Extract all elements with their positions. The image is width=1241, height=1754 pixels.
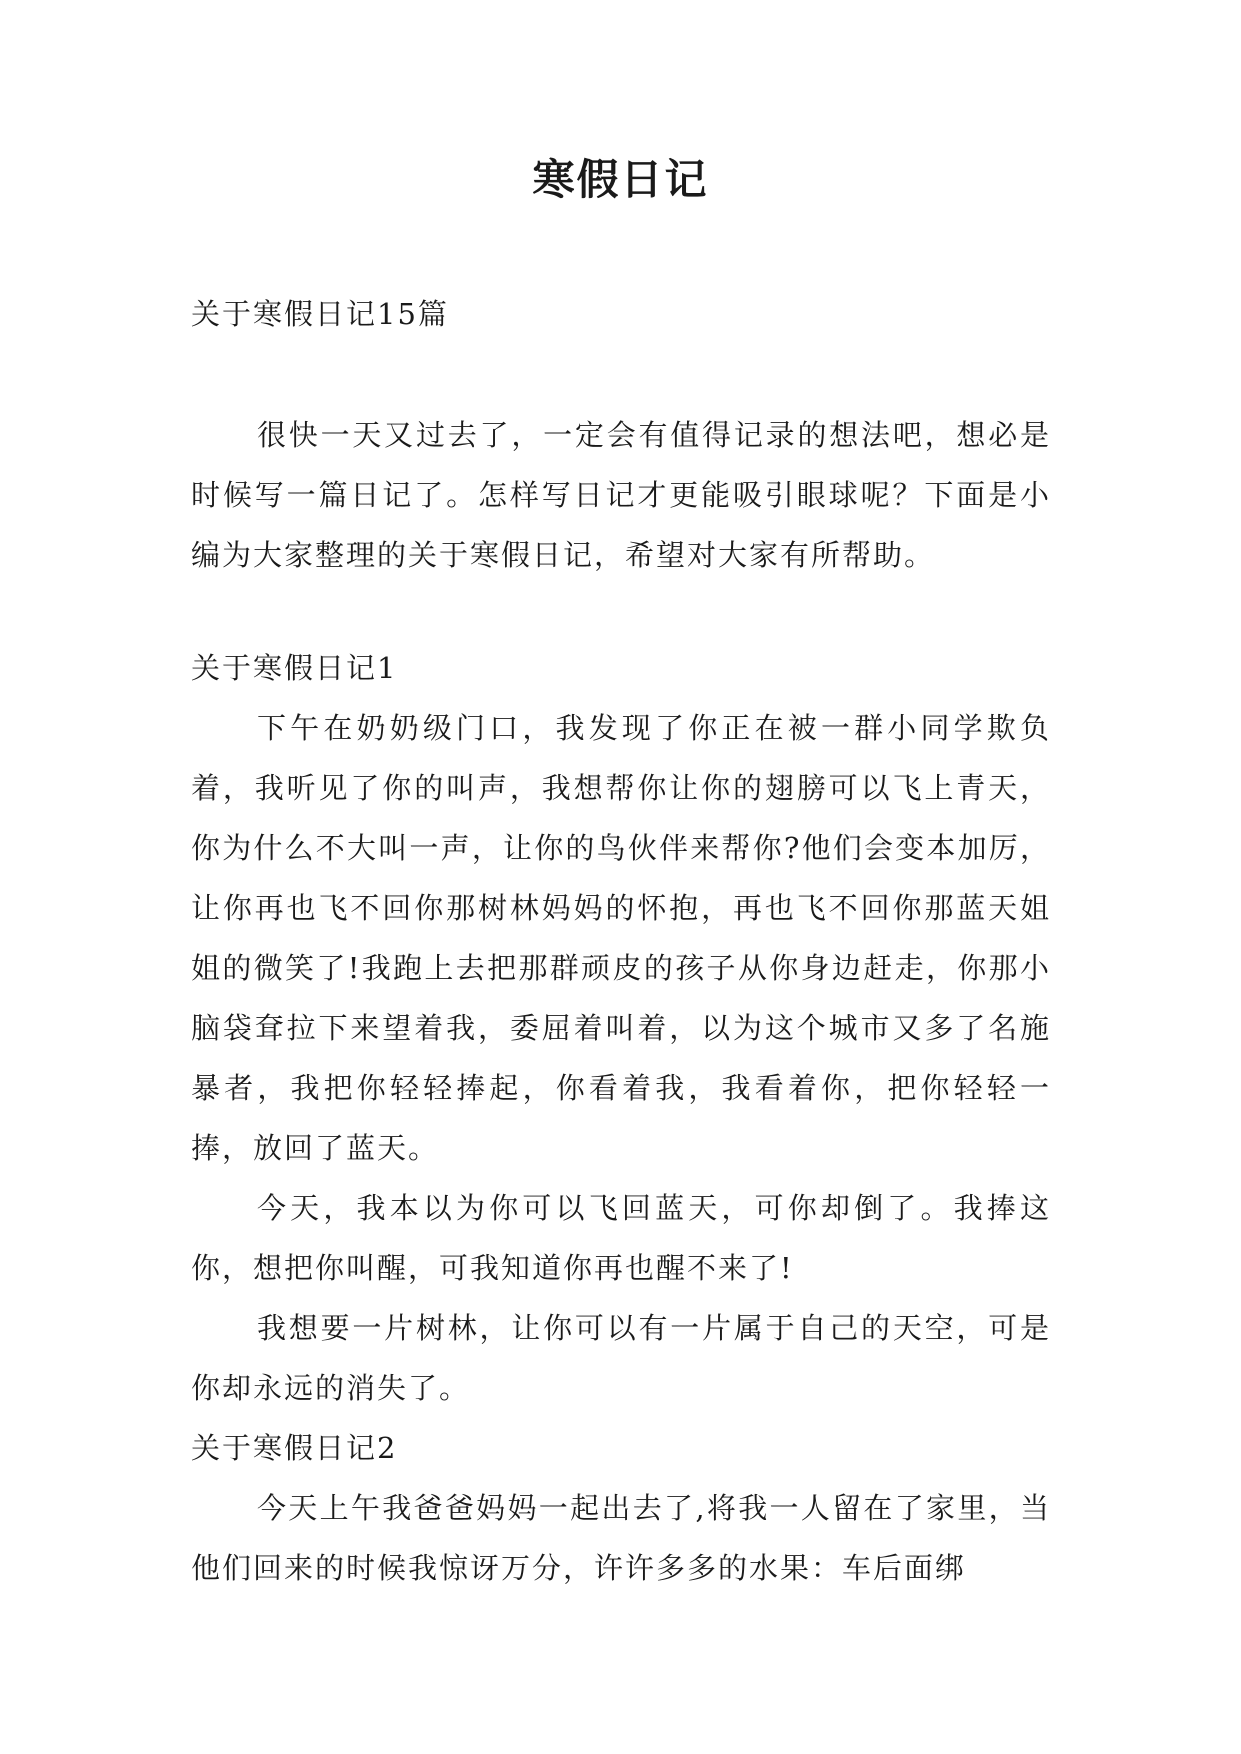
entry-1-heading: 关于寒假日记1 (191, 651, 398, 685)
entry-2-paragraph-1: 今天上午我爸爸妈妈一起出去了,将我一人留在了家里，当他们回来的时候我惊讶万分，许许多多的水果：车后面绑 (191, 1491, 1051, 1585)
document-subtitle: 关于寒假日记15篇 (191, 297, 449, 331)
entry-1-paragraph-2: 今天，我本以为你可以飞回蓝天，可你却倒了。我捧这你，想把你叫醒，可我知道你再也醒不来了! (191, 1191, 1051, 1285)
entry-2-heading: 关于寒假日记2 (191, 1431, 398, 1465)
diary-entries (191, 638, 1051, 1598)
entry-1-paragraph-1: 下午在奶奶级门口，我发现了你正在被一群小同学欺负着，我听见了你的叫声，我想帮你让你的翅膀可以飞上青天，你为什么不大叫一声，让你的鸟伙伴来帮你?他们会变本加厉，让你再也飞不回你那树林妈妈的怀抱，再也飞不回你那蓝天姐姐的微笑了!我跑上去把那群顽皮的孩子从你身边赶走，你那小脑袋耷拉下来望着我，委屈着叫着，以为这个城市又多了名施暴者，我把你轻轻捧起，你看着我，我看着你，把你轻轻一捧，放回了蓝天。 (191, 711, 1051, 1165)
document-title: 寒假日记 (532, 155, 709, 204)
entry-1-paragraph-3: 我想要一片树林，让你可以有一片属于自己的天空，可是你却永远的消失了。 (191, 1311, 1051, 1405)
intro-paragraph: 很快一天又过去了，一定会有值得记录的想法吧，想必是时候写一篇日记了。怎样写日记才更能吸引眼球呢？下面是小编为大家整理的关于寒假日记，希望对大家有所帮助。 (191, 418, 1051, 572)
